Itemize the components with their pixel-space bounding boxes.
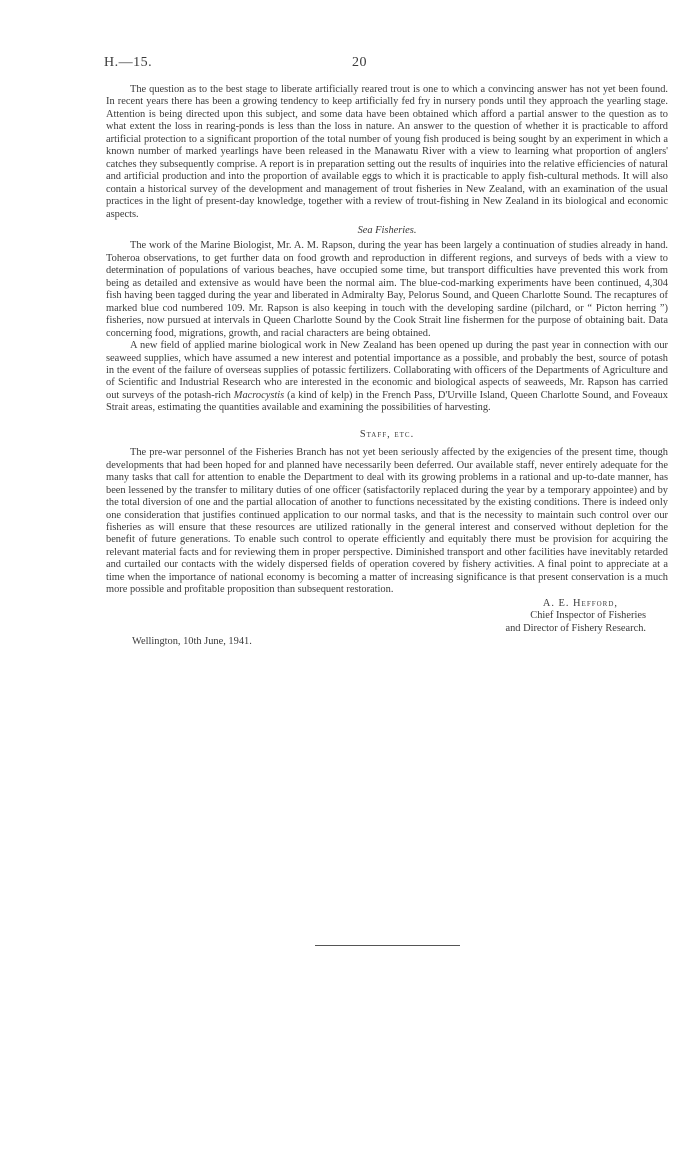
- page-header: [104, 55, 668, 73]
- signatory-title-1: Chief Inspector of Fisheries: [530, 610, 646, 622]
- staff-paragraph: The pre-war personnel of the Fisheries Branch has not yet been seriously affected by the exigencies of the present time, though developments that had been hoped for and planned have necessarily been deferred. Our available staff, never entirely adequate for the many tasks that call for attention to enable the Department to deal with its growing problems in a rational and up-to-date manner, has been lessened by the transfer to military duties of one officer (satisfactorily replaced during the year by a temporary appointee) and by the total diversion of one and the partial allocation of another to functions necessitated by the existing conditions. There is indeed only one consideration that justifies continued application to our normal tasks, and that is the necessity to maintain such control over our fisheries as will ensure that these resources are utilized rationally in the general interest and conserved without depletion for the benefit of future generations. To enable such control to operate efficiently and equitably there must be provision for acquiring the relevant material facts and for reviewing them in proper perspective. Diminished transport and other facilities have inevitably retarded and curtailed our contacts with the widely dispersed fields of operation covered by fishery activities. A final point to appreciate at a time when the importance of national economy is becoming a matter of increasing significance is that present conservation is a much more possible and profitable proposition than subsequent restoration.: [106, 447, 668, 596]
- sea-fisheries-heading: Sea Fisheries.: [357, 224, 417, 236]
- signatory-title-2: and Director of Fishery Research.: [505, 622, 646, 634]
- report-reference: H.—15.: [104, 55, 153, 70]
- closing-rule: [315, 945, 460, 946]
- seaweed-paragraph: [106, 340, 668, 415]
- dateline: Wellington, 10th June, 1941.: [132, 636, 252, 648]
- trout-liberation-paragraph: The question as to the best stage to liberate artificially reared trout is one to which a convincing answer has not yet been found. In recent years there has been a growing tendency to keep artificially fed fry in nursery ponds until they approach the yearling stage. Attention is being directed upon this subject, and some data have been obtained which afford a partial answer to the question as to what extent the loss in rearing-ponds is less than the loss in nature. An answer to the question of whether it is practicable to afford artificial protection to a significant proportion of the total number of young fish produced is being sought by an experiment in which a known number of marked yearlings have been released in the Manawatu River with a view to learning what proportion of anglers' catches they subsequently comprise. A report is in preparation setting out the results of inquiries into the relative efficiencies of natural and artificial production and into the proportion of available eggs to which it is practicable to apply fish-cultural methods. It will also contain a historical survey of the development and management of trout fisheries in New Zealand, with an examination of the usual practices in the light of present-day knowledge, together with a review of trout-fishing in New Zealand in its biological and economic aspects.: [106, 84, 668, 220]
- body-text: [106, 84, 668, 649]
- signature-block: [106, 598, 668, 636]
- staff-heading: Staff, etc.: [359, 428, 415, 440]
- page-number: 20: [352, 55, 367, 70]
- signatory-name: A. E. Hefford,: [542, 597, 618, 609]
- marine-biologist-paragraph: The work of the Marine Biologist, Mr. A. M. Rapson, during the year has been largely a continuation of studies already in hand. Toheroa observations, to get further data on food growth and reproduction in different regions, and surveys of beds with a view to determination of populations of various beaches, have occupied some time, but transport difficulties have prevented this work from being as detailed and extensive as would have been the normal aim. The blue-cod-marking experiments have been continued, 4,304 fish having been tagged during the year and liberated in Admiralty Bay, Pelorus Sound, and Queen Charlotte Sound. The recaptures of marked blue cod numbered 109. Mr. Rapson is also keeping in touch with the developing sardine (pilchard, or “ Picton herring ”) fisheries, now pursued at intervals in Queen Charlotte Sound by the Cook Strait line fishermen for the purpose of obtaining bait. Data concerning food, migrations, growth, and racial characters are being obtained.: [106, 240, 668, 339]
- macrocystis-term: Macrocystis: [233, 389, 285, 401]
- seaweed-text-start: A new field of applied marine biological work in New Zealand has been opened up during the past year in connection with our seaweed supplies, which have assumed a new interest and potential importance as a possible, and probably the best, source of potash in the event of the failure of overseas supplies of potassic fertilizers. Collaborating with officers of the Departments of Agriculture and of Scientific and Industrial Research who are interested in the economic and biological aspects of seaweeds, Mr. Rapson has carried out surveys of the potash-rich: [106, 340, 668, 401]
- seaweed-text-end: (a kind of kelp) in the French Pass, D'Urville Island, Queen Charlotte Sound, and Foveaux Strait areas, estimating the quantities available and examining the possibilities of harvesting.: [106, 389, 668, 414]
